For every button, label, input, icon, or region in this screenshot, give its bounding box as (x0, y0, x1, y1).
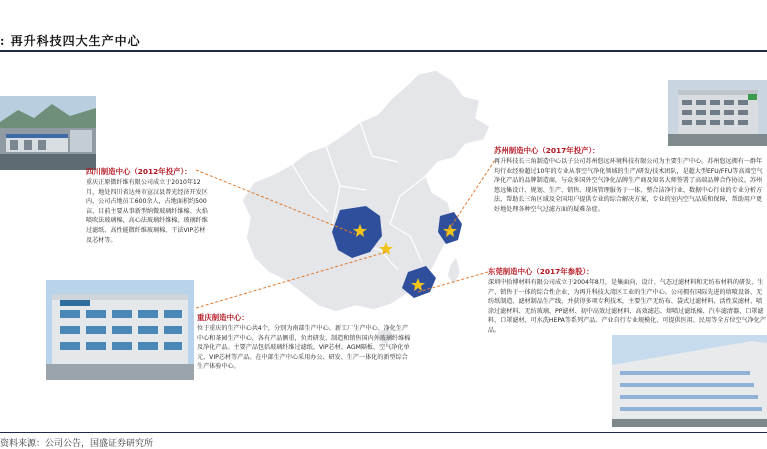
page-title: : 再升科技四大生产中心 (0, 34, 141, 48)
footer-source: 资料来源：公司公告，国盛证券研究所 (0, 439, 154, 449)
sichuan-center-body: 重庆正原微纤维有限公司成立于2010年12月，地处四川省达州市宣汉县普光经济开发区内，公司占地员工600余人，占地面积约500亩，目前主要从事新型纳微玻璃纤维棉、火焰喷吹法玻璃棉、高心法玻璃纤维棉、玻璃纤维过滤纸、高性能微纤维玻璃棉、干法VIP芯材及芯材等。 (86, 179, 208, 244)
chongqing-center-text (197, 312, 411, 372)
footer-divider (0, 432, 767, 433)
dongguan-center-text (488, 266, 767, 336)
sichuan-center-title: 四川制造中心（2012年投产）： (86, 167, 192, 176)
chongqing-center-body: 位于重庆的生产中心共4个，分别为南部生产中心、新工厂生产中心、净化生产中心和茶园生产中心，各有产品侧重，负责研发、制造和销售国内外玻璃纤维棉及净化产品。主要产品包括玻璃纤维过滤纸、VIP芯材、AGM隔板、空气净化单元、VIP芯材等产品。在中部生产中心采用办公、研发、生产一体化的新型综合生产体验中心。 (197, 325, 411, 371)
dongguan-center-title: 东莞制造中心（2017年参股）： (488, 267, 594, 276)
sichuan-center-text (86, 166, 210, 245)
suzhou-center-title: 苏州制造中心（2017年投产）： (494, 146, 600, 155)
suzhou-center-text (494, 145, 767, 215)
dongguan-center-body: 深圳中拾博材料有限公司成立于2004年8月，是集面向、设计、气态过滤材料和无纺布材料的研发、生产、销售于一体的综合性企业，为再升科技大湾区工业的生产中心。公司拥有国际先进的熔喷设备、无纺纸制造、滤材制品生产线，并获得多项专利技术，主要生产无纺布、袋式过滤材料、活性炭滤材、喷涂过滤材料、无纺玻璃、PP滤材、初中高效过滤材料、高效滤芯、熔喷过滤纸棉、汽车滤清器、口罩滤料、口罩滤材、可水洗HEPA等系列产品。产业自行专业规模化、可提供医用、民用等全方位空气净化产品。 (488, 279, 766, 334)
suzhou-center-body: 再升科技长三角制造中心以子公司苏州悠远环境科技有限公司为主要生产中心。苏州悠远拥有一群年均行业经验超过10年的专业从事空气净化领域的生产/研发/技术团队，是超大型EFU/FFU等高端空气净化产品的品牌制造商，与众多国外空气净化品牌生产商及知名大师签署了高端品牌合作协议。苏州悠远集设计、规划、生产、销售、现场管理服务于一体，整合洁净行业、数据中心行业的专业分析方法，帮助长三角区域及全国用户提供专业的综合解决方案，专业的室内空气品质和保障，帮助用户更好地处理各种空气过滤方面的疑难杂症。 (494, 158, 763, 213)
chongqing-center-title: 重庆制造中心： (197, 313, 249, 322)
